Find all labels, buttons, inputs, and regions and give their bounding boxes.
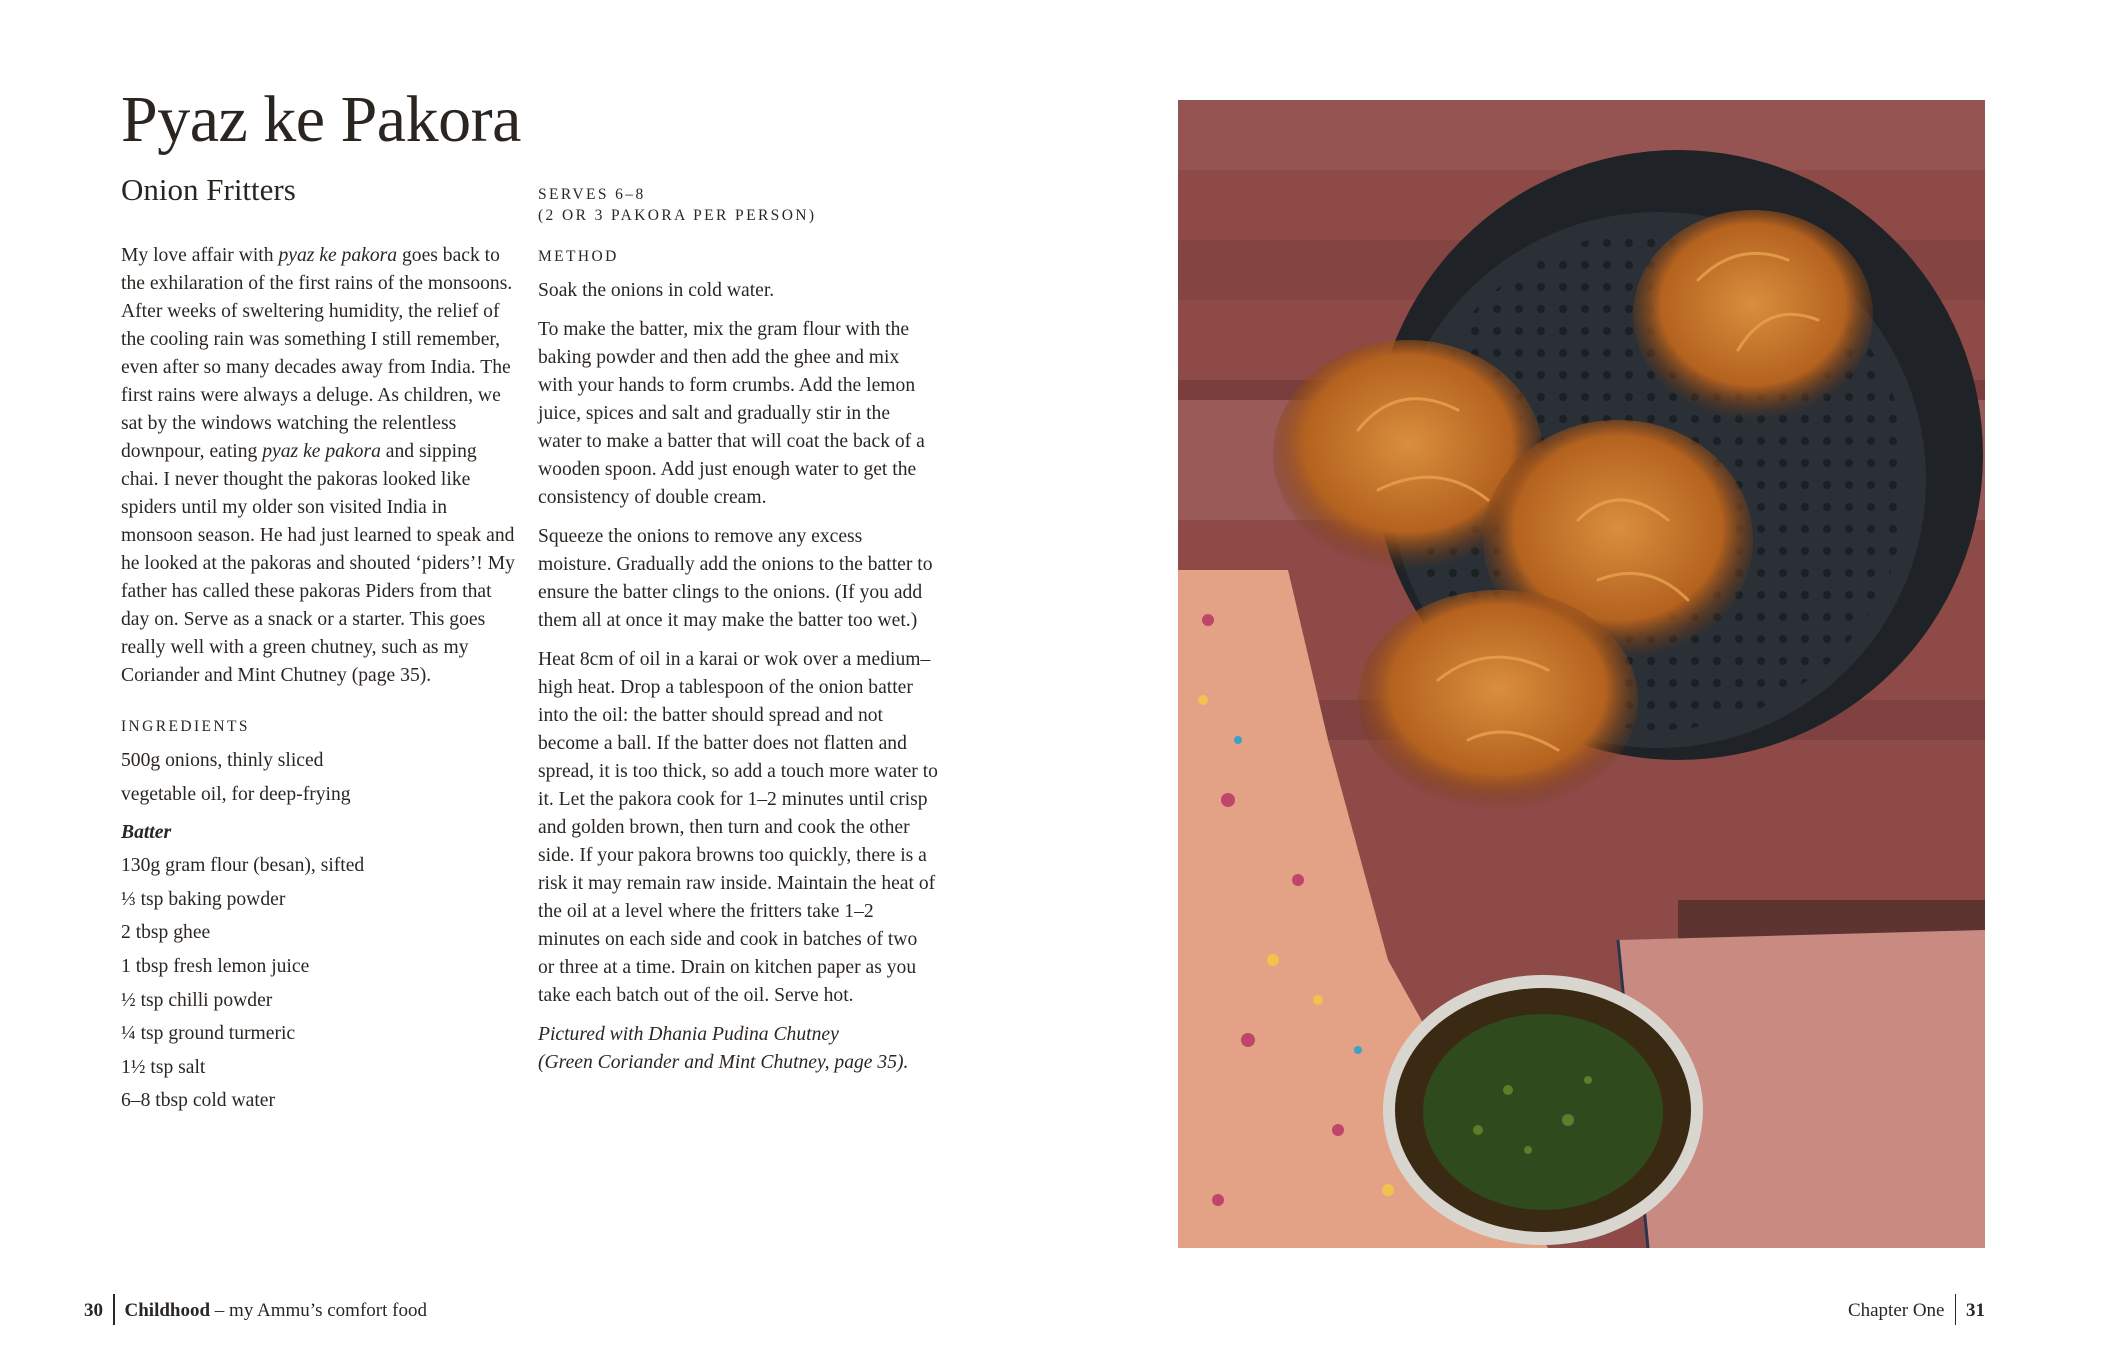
method-steps [538, 277, 938, 1010]
pictured-note-line2: (Green Coriander and Mint Chutney, page 35). [538, 1052, 909, 1073]
batter-ingredient-item: 1½ tsp salt [121, 1056, 206, 1078]
batter-ingredient-item: 6–8 tbsp cold water [121, 1090, 275, 1112]
method-step: Squeeze the onions to remove any excess moisture. Gradually add the onions to the batter to ensure the batter clings to the onions. (If you add them all at once it may make the batter too wet.) [538, 526, 933, 631]
footer-chapter-label: Chapter One [1847, 1299, 1945, 1321]
method-step: Heat 8cm of oil in a karai or wok over a medium–high heat. Drop a tablespoon of the onion batter into the oil: the batter should spread and not become a ball. If the batter does not flatten and spread, it is too thick, so add a touch more water to it. Let the pakora cook for 1–2 minutes until crisp and golden brown, then turn and cook the other side. If your pakora browns too quickly, there is a risk it may remain raw inside. Maintain the heat of the oil at a level where the fritters take 1–2 minutes on each side and cook in batches of two or three at a time. Drain on kitchen paper as you take each batch out of the oil. Serve hot. [538, 649, 938, 1006]
intro-paragraph [121, 242, 516, 690]
ingredient-item: 500g onions, thinly sliced [121, 750, 324, 771]
footer-chapter-subtitle: – my Ammu’s comfort food [210, 1299, 427, 1321]
batter-ingredient-item: ⅓ tsp baking powder [121, 888, 286, 910]
right-column [538, 184, 938, 1077]
footer-separator [1955, 1294, 1957, 1325]
green-chutney [1423, 1014, 1663, 1210]
footer-separator [113, 1294, 115, 1325]
batter-ingredient-item: 130g gram flour (besan), sifted [121, 855, 365, 877]
batter-ingredient-item: ¼ tsp ground turmeric [121, 1023, 296, 1045]
batter-ingredient-item: 1 tbsp fresh lemon juice [121, 955, 310, 977]
page-number-left: 30 [84, 1299, 103, 1321]
ingredients-heading: INGREDIENTS [121, 718, 250, 735]
footer-right [1848, 1296, 1985, 1327]
ingredients-list [121, 747, 516, 809]
footer-chapter-name: Childhood [124, 1299, 211, 1321]
intro-text: My love affair with [121, 245, 279, 266]
intro-italic-text: pyaz ke pakora [262, 441, 381, 462]
intro-italic-text: pyaz ke pakora [278, 245, 398, 266]
left-column [121, 242, 516, 1121]
batter-ingredient-item: ½ tsp chilli powder [121, 989, 273, 1011]
intro-text: and sipping chai. I never thought the pakoras looked like spiders until my older son visited India in monsoon season. He had just learned to speak and he looked at the pakoras and shouted ‘piders’! My father has called these pakoras Piders from that day on. Serve as a snack or a starter. This goes really well with a green chutney, such as my Coriander and Mint Chutney (page 35). [121, 441, 515, 686]
food-photo-illustration [1178, 100, 1985, 1248]
method-step: To make the batter, mix the gram flour with the baking powder and then add the ghee and mix with your hands to form crumbs. Add the lemon juice, spices and salt and gradually stir in the water to make a batter that will coat the back of a wooden spoon. Add just enough water to get the consistency of double cream. [538, 319, 925, 508]
method-heading: METHOD [538, 248, 619, 265]
recipe-subtitle: Onion Fritters [121, 172, 296, 207]
recipe-photo [1178, 100, 1985, 1248]
pictured-note [538, 1021, 938, 1077]
ingredient-item: vegetable oil, for deep-frying [121, 783, 351, 805]
method-step: Soak the onions in cold water. [538, 280, 775, 301]
intro-text: goes back to the exhilaration of the first rains of the monsoons. After weeks of sweltering humidity, the relief of the cooling rain was something I still remember, even after so many decades away from India. The first rains were always a deluge. As children, we sat by the windows watching the relentless downpour, eating [121, 245, 513, 462]
batter-ingredients-list [121, 852, 516, 1115]
page-number-right: 31 [1966, 1299, 1985, 1321]
footer-left [84, 1296, 427, 1327]
serves-line: SERVES 6–8 [538, 186, 646, 203]
pictured-note-line1: Pictured with Dhania Pudina Chutney [538, 1024, 839, 1045]
batter-heading: Batter [121, 821, 172, 843]
serves-note: (2 OR 3 PAKORA PER PERSON) [538, 207, 817, 224]
recipe-title: Pyaz ke Pakora [121, 83, 521, 156]
batter-ingredient-item: 2 tbsp ghee [121, 922, 211, 944]
